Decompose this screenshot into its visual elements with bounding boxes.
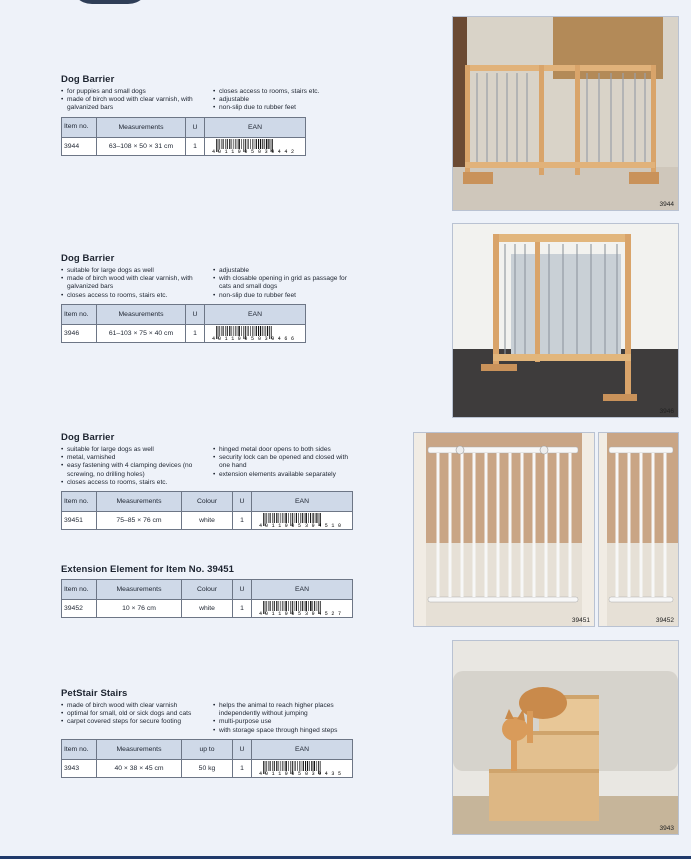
barcode-bar xyxy=(264,326,265,336)
col-colour: Colour xyxy=(182,492,233,512)
cell-u: 1 xyxy=(186,324,205,342)
col-colour: Colour xyxy=(182,580,233,600)
feature-item: • metal, varnished xyxy=(61,454,199,462)
barcode-bar xyxy=(304,601,305,611)
barcode-bar xyxy=(316,761,317,771)
barcode-bar xyxy=(241,139,242,149)
barcode-bar xyxy=(272,761,273,771)
barcode-bar xyxy=(297,761,298,771)
product-title: Dog Barrier xyxy=(61,432,115,443)
feature-item: • extension elements available separately xyxy=(213,471,351,479)
product-39451 xyxy=(61,432,353,530)
barcode-bar xyxy=(232,326,233,336)
ean-digit-group: 394527 xyxy=(305,611,341,616)
feature-item: • closes access to rooms, stairs etc. xyxy=(61,479,199,487)
barcode-bar xyxy=(221,139,222,149)
spec-header-row xyxy=(62,580,353,600)
barcode-bar xyxy=(295,761,296,771)
barcode-bar xyxy=(241,326,242,336)
product-photo-extension-element xyxy=(598,432,679,627)
feature-item: • security lock can be opened and closed with one hand xyxy=(213,454,351,470)
ean-barcode xyxy=(212,139,298,154)
barcode-bar xyxy=(305,513,307,523)
barcode-bar xyxy=(305,761,306,771)
barcode-bar xyxy=(234,326,235,336)
spec-header-row xyxy=(62,304,306,324)
barcode-bar xyxy=(301,761,302,771)
col-item-no: Item no. xyxy=(62,739,97,759)
barcode-bar xyxy=(238,139,240,149)
barcode-bar xyxy=(285,761,287,771)
barcode-bar xyxy=(235,326,236,336)
cell-ean xyxy=(205,324,306,342)
barcode-bar xyxy=(219,326,220,336)
barcode-bar xyxy=(288,513,289,523)
cell-colour: white xyxy=(182,600,233,618)
col-u: U xyxy=(186,304,205,324)
barcode-bar xyxy=(311,761,312,771)
product-39452 xyxy=(61,564,353,618)
barcode-bar xyxy=(302,513,303,523)
col-u: U xyxy=(186,117,205,137)
barcode-bar xyxy=(237,139,238,149)
barcode-bar xyxy=(258,326,259,336)
barcode-bar xyxy=(225,139,226,149)
spec-table xyxy=(61,304,306,343)
barcode-bar xyxy=(225,326,226,336)
barcode-bar xyxy=(308,601,309,611)
barcode-bar xyxy=(316,513,317,523)
col-u: U xyxy=(233,580,252,600)
photo-item-number: 39451 xyxy=(571,617,590,624)
barcode-bar xyxy=(309,761,310,771)
barcode-bar xyxy=(270,513,271,523)
barcode-bar xyxy=(223,326,224,336)
barcode-bar xyxy=(313,513,314,523)
feature-column-right xyxy=(213,446,351,487)
feature-item: • made of birch wood with clear varnish, with galvanized bars xyxy=(61,96,199,112)
col-measurements: Measurements xyxy=(97,492,182,512)
barcode-bar xyxy=(276,601,277,611)
photo-metal-barrier xyxy=(414,433,594,626)
barcode-bar xyxy=(254,326,255,336)
product-title: Dog Barrier xyxy=(61,74,115,85)
ean-digit-group: 039442 xyxy=(258,148,294,154)
barcode-bar xyxy=(229,326,230,336)
barcode-bar xyxy=(264,139,265,149)
feature-item: • suitable for large dogs as well xyxy=(61,267,199,275)
feature-item: • non-slip due to rubber feet xyxy=(213,104,351,112)
barcode-bar xyxy=(310,601,312,611)
barcode-bar xyxy=(256,326,257,336)
col-item-no: Item no. xyxy=(62,492,97,512)
cell-u: 1 xyxy=(233,600,252,618)
barcode-bar xyxy=(268,513,269,523)
photo-wooden-barrier xyxy=(453,17,678,210)
barcode-bar xyxy=(262,139,263,149)
feature-item: • hinged metal door opens to both sides xyxy=(213,446,351,454)
barcode-bar xyxy=(303,761,304,771)
feature-item: • non-slip due to rubber feet xyxy=(213,292,351,300)
product-3944 xyxy=(61,74,351,156)
barcode-bar xyxy=(229,139,230,149)
cell-item-no: 3944 xyxy=(62,137,97,155)
spec-header-row xyxy=(62,492,353,512)
cell-item-no: 3946 xyxy=(62,324,97,342)
cell-measurements: 10 × 76 cm xyxy=(97,600,182,618)
page-top-decoration xyxy=(70,0,150,4)
barcode-bar xyxy=(216,326,217,339)
barcode-bar xyxy=(266,513,267,523)
feature-item: • with storage space through hinged steps xyxy=(213,727,351,735)
barcode-bar xyxy=(268,761,269,771)
cell-item-no: 39452 xyxy=(62,600,97,618)
barcode-bar xyxy=(238,326,240,336)
barcode-bar xyxy=(266,601,267,611)
barcode-bar xyxy=(274,761,275,771)
ean-barcode xyxy=(259,513,345,528)
barcode-bar xyxy=(216,139,217,152)
barcode-bar xyxy=(296,601,297,611)
col-ean: EAN xyxy=(252,580,353,600)
barcode-bar xyxy=(223,139,224,149)
photo-item-number: 39452 xyxy=(655,617,674,624)
barcode-bar xyxy=(305,601,307,611)
barcode-bar xyxy=(263,601,264,614)
barcode-bar xyxy=(274,601,275,611)
barcode-bar xyxy=(288,601,289,611)
barcode-bar xyxy=(263,761,264,774)
spec-header-row xyxy=(62,739,353,759)
feature-list xyxy=(61,702,353,735)
ean-lead-digit: 4 xyxy=(259,770,263,776)
product-photo-wooden-barrier xyxy=(452,16,679,211)
feature-column-right xyxy=(213,88,351,113)
ean-digit-group: 011905 xyxy=(218,335,254,341)
barcode-bar xyxy=(282,761,283,771)
feature-column-left xyxy=(61,446,199,487)
barcode-bar xyxy=(282,601,283,611)
col-u: U xyxy=(233,739,252,759)
barcode-bar xyxy=(269,326,270,339)
barcode-bar xyxy=(248,326,249,336)
barcode-bar xyxy=(294,761,295,771)
barcode-bar xyxy=(284,761,285,771)
ean-lead-digit: 4 xyxy=(259,523,263,529)
barcode-bar xyxy=(248,139,249,149)
spec-table xyxy=(61,491,353,530)
col-measurements: Measurements xyxy=(97,117,186,137)
barcode-bar xyxy=(307,761,308,771)
ean-digit-group: 039466 xyxy=(258,335,294,341)
feature-item: • adjustable xyxy=(213,96,351,104)
cell-ean xyxy=(205,137,306,155)
barcode-bar xyxy=(266,761,267,771)
feature-column-left xyxy=(61,702,199,735)
barcode-bar xyxy=(263,513,264,526)
barcode-bar xyxy=(274,513,275,523)
barcode-bar xyxy=(219,139,220,149)
barcode-bar xyxy=(270,761,271,771)
product-title: PetStair Stairs xyxy=(61,688,128,699)
feature-item: • easy fastening with 4 clamping devices (no screwing, no drilling holes) xyxy=(61,462,199,478)
barcode-bar xyxy=(252,326,253,336)
product-photo-petstair xyxy=(452,640,679,835)
cell-u: 1 xyxy=(186,137,205,155)
barcode-bar xyxy=(247,139,248,149)
spec-row xyxy=(62,324,306,342)
feature-item: • optimal for small, old or sick dogs and cats xyxy=(61,710,199,718)
barcode-bar xyxy=(298,601,299,611)
barcode-bar xyxy=(288,761,289,771)
ean-digit-group: 011905 xyxy=(218,148,254,154)
barcode-bar xyxy=(279,513,280,523)
ean-digit-group: 039435 xyxy=(305,770,341,776)
spec-row xyxy=(62,600,353,618)
cell-ean xyxy=(252,512,353,530)
cell-item-no: 39451 xyxy=(62,512,97,530)
cell-measurements: 75–85 × 76 cm xyxy=(97,512,182,530)
feature-list xyxy=(61,267,351,300)
barcode-bar xyxy=(227,139,228,149)
feature-item: • suitable for large dogs as well xyxy=(61,446,199,454)
barcode-bar xyxy=(314,761,316,771)
spec-row xyxy=(62,512,353,530)
feature-item: • closes access to rooms, stairs etc. xyxy=(213,88,351,96)
barcode-bar xyxy=(260,139,261,149)
spec-header-row xyxy=(62,117,306,137)
barcode-bar xyxy=(234,139,235,149)
barcode-bar xyxy=(285,513,287,523)
product-title: Dog Barrier xyxy=(61,253,115,264)
barcode-bar xyxy=(300,601,301,611)
barcode-bar xyxy=(254,139,255,149)
spec-table xyxy=(61,579,353,618)
cell-item-no: 3943 xyxy=(62,759,97,777)
ean-digit-group: 011905 xyxy=(265,611,301,616)
barcode-bar xyxy=(279,601,280,611)
barcode-bar xyxy=(250,326,251,336)
barcode-bar xyxy=(267,326,268,336)
photo-item-number: 3943 xyxy=(659,825,674,832)
cell-ean xyxy=(252,600,353,618)
photo-item-number: 3944 xyxy=(659,201,674,208)
barcode-bar xyxy=(232,139,233,149)
feature-list xyxy=(61,446,353,487)
photo-wooden-barrier-large xyxy=(453,224,678,417)
product-title: Extension Element for Item No. 39451 xyxy=(61,564,235,575)
feature-item: • adjustable xyxy=(213,267,351,275)
feature-item: • with closable opening in grid as passage for cats and small dogs xyxy=(213,275,351,291)
barcode-bar xyxy=(256,139,257,149)
ean-barcode xyxy=(259,761,345,776)
col-ean: EAN xyxy=(205,304,306,324)
ean-digit-group: 011905 xyxy=(265,523,301,529)
ean-digit-group: 011905 xyxy=(265,770,301,776)
barcode-bar xyxy=(276,761,277,771)
col-measurements: Measurements xyxy=(97,580,182,600)
photo-extension-element xyxy=(599,433,678,626)
barcode-bar xyxy=(252,139,253,149)
ean-barcode xyxy=(259,601,345,616)
spec-table xyxy=(61,117,306,156)
barcode-bar xyxy=(310,513,311,523)
cell-ean xyxy=(252,759,353,777)
ean-lead-digit: 4 xyxy=(212,335,216,341)
cell-measurements: 61–103 × 75 × 40 cm xyxy=(97,324,186,342)
barcode-bar xyxy=(294,601,295,611)
photo-petstair xyxy=(453,641,678,834)
barcode-bar xyxy=(304,513,305,523)
feature-item: • multi-purpose use xyxy=(213,718,351,726)
feature-column-left xyxy=(61,267,199,300)
barcode-bar xyxy=(258,139,259,149)
barcode-bar xyxy=(281,513,282,523)
cell-measurements: 40 × 38 × 45 cm xyxy=(97,759,182,777)
feature-item: • made of birch wood with clear varnish, with galvanized bars xyxy=(61,275,199,291)
barcode-bar xyxy=(282,513,283,523)
barcode-bar xyxy=(227,326,228,336)
product-photo-metal-barrier xyxy=(413,432,595,627)
barcode-bar xyxy=(300,513,301,523)
feature-item: • carpet covered steps for secure footing xyxy=(61,718,199,726)
barcode-bar xyxy=(237,326,238,336)
barcode-bar xyxy=(272,601,273,611)
barcode-bar xyxy=(281,761,282,771)
feature-column-left xyxy=(61,88,199,113)
photo-item-number: 3946 xyxy=(659,408,674,415)
col-ean: EAN xyxy=(252,492,353,512)
col-item-no: Item no. xyxy=(62,580,97,600)
barcode-bar xyxy=(284,513,285,523)
spec-row xyxy=(62,137,306,155)
barcode-bar xyxy=(247,326,248,336)
product-3943 xyxy=(61,688,353,778)
col-up-to: up to xyxy=(182,739,233,759)
barcode-bar xyxy=(266,139,268,149)
barcode-bar xyxy=(284,601,285,611)
barcode-bar xyxy=(265,326,266,336)
barcode-bar xyxy=(270,601,271,611)
barcode-bar xyxy=(268,139,269,149)
spec-row xyxy=(62,759,353,777)
spec-table xyxy=(61,739,353,778)
ean-lead-digit: 4 xyxy=(212,148,216,154)
barcode-bar xyxy=(260,326,261,336)
product-photo-wooden-barrier-large xyxy=(452,223,679,418)
col-measurements: Measurements xyxy=(97,304,186,324)
cell-up-to: 50 kg xyxy=(182,759,233,777)
barcode-bar xyxy=(262,326,263,336)
barcode-bar xyxy=(296,513,297,523)
col-ean: EAN xyxy=(205,117,306,137)
barcode-bar xyxy=(302,601,303,611)
col-measurements: Measurements xyxy=(97,739,182,759)
barcode-bar xyxy=(285,601,287,611)
col-item-no: Item no. xyxy=(62,117,97,137)
ean-lead-digit: 4 xyxy=(259,611,263,616)
barcode-bar xyxy=(299,761,300,771)
feature-column-right xyxy=(213,702,351,735)
col-ean: EAN xyxy=(252,739,353,759)
feature-item: • made of birch wood with clear varnish xyxy=(61,702,199,710)
barcode-bar xyxy=(268,601,269,611)
feature-item: • helps the animal to reach higher places independently without jumping xyxy=(213,702,351,718)
barcode-bar xyxy=(250,139,251,149)
barcode-bar xyxy=(276,513,277,523)
cell-colour: white xyxy=(182,512,233,530)
barcode-bar xyxy=(314,601,315,611)
col-item-no: Item no. xyxy=(62,304,97,324)
barcode-bar xyxy=(279,761,280,771)
cell-u: 1 xyxy=(233,512,252,530)
barcode-bar xyxy=(298,513,299,523)
barcode-bar xyxy=(281,601,282,611)
barcode-bar xyxy=(221,326,222,336)
product-3946 xyxy=(61,253,351,343)
cell-measurements: 63–108 × 50 × 31 cm xyxy=(97,137,186,155)
feature-item: • closes access to rooms, stairs etc. xyxy=(61,292,199,300)
ean-barcode xyxy=(212,326,298,341)
barcode-bar xyxy=(315,513,316,523)
barcode-bar xyxy=(308,513,309,523)
col-u: U xyxy=(233,492,252,512)
ean-digit-group: 394510 xyxy=(305,523,341,529)
feature-list xyxy=(61,88,351,113)
feature-column-right xyxy=(213,267,351,300)
barcode-bar xyxy=(294,513,295,523)
barcode-bar xyxy=(312,601,313,611)
barcode-bar xyxy=(317,601,318,611)
barcode-bar xyxy=(272,513,273,523)
barcode-bar xyxy=(235,139,236,149)
feature-item: • for puppies and small dogs xyxy=(61,88,199,96)
cell-u: 1 xyxy=(233,759,252,777)
